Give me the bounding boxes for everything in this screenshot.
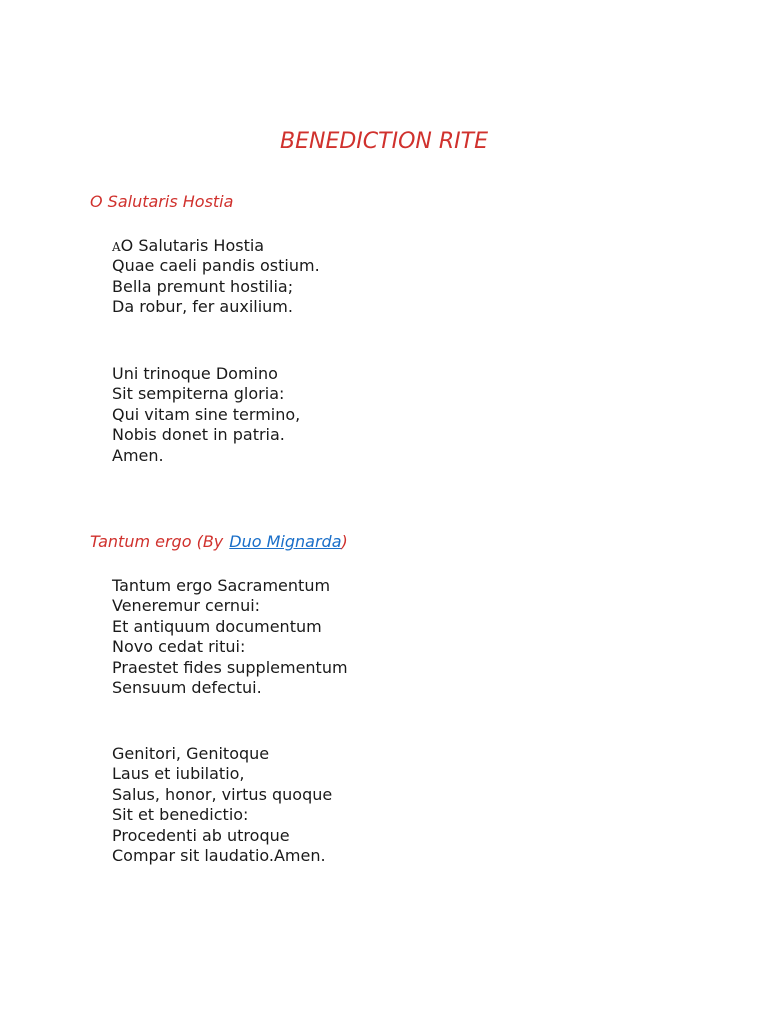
stanza-line: Praestet fides supplementum xyxy=(112,657,348,677)
heading-prefix: Tantum ergo (By xyxy=(90,532,224,551)
page-title: BENEDICTION RITE xyxy=(280,129,488,154)
stanza-line: Da robur, fer auxilium. xyxy=(112,297,293,317)
stanza-line: Compar sit laudatio.Amen. xyxy=(112,846,326,866)
stanza-line: Et antiquum documentum xyxy=(112,616,322,636)
o-salutaris-stanza-2 xyxy=(112,364,300,466)
stanza-line: Procedenti ab utroque xyxy=(112,825,290,845)
stanza-line: Laus et iubilatio, xyxy=(112,764,245,784)
section-heading-tantum-ergo xyxy=(90,531,348,553)
stanza-line: Salus, honor, virtus quoque xyxy=(112,784,333,804)
stanza-line: Sit sempiterna gloria: xyxy=(112,384,285,404)
stanza-line: Veneremur cernui: xyxy=(112,596,261,616)
stanza-first-line xyxy=(112,236,320,256)
stanza-line: Nobis donet in patria. xyxy=(112,425,285,445)
stanza-line: Genitori, Genitoque xyxy=(112,744,270,763)
section-heading-o-salutaris: O Salutaris Hostia xyxy=(90,192,234,211)
stanza-line: Qui vitam sine termino, xyxy=(112,404,301,424)
o-salutaris-stanza-1 xyxy=(112,236,320,318)
stanza-line: Sensuum defectui. xyxy=(112,678,262,698)
stanza-line: Bella premunt hostilia; xyxy=(112,276,294,296)
tantum-ergo-stanza-2 xyxy=(112,744,332,866)
stanza-line: Amen. xyxy=(112,445,164,465)
stanza-line: Sit et benedictio: xyxy=(112,805,249,825)
stanza-line: Quae caeli pandis ostium. xyxy=(112,256,320,276)
stanza-line: Tantum ergo Sacramentum xyxy=(112,576,331,595)
stanza-line: Novo cedat ritui: xyxy=(112,637,246,657)
heading-suffix: ) xyxy=(341,532,348,551)
duo-mignarda-link[interactable]: Duo Mignarda xyxy=(229,532,342,551)
stanza-line-text: O Salutaris Hostia xyxy=(120,236,265,255)
tantum-ergo-stanza-1 xyxy=(112,576,348,698)
stanza-line: Uni trinoque Domino xyxy=(112,364,278,383)
drop-cap-letter: A xyxy=(112,240,121,254)
